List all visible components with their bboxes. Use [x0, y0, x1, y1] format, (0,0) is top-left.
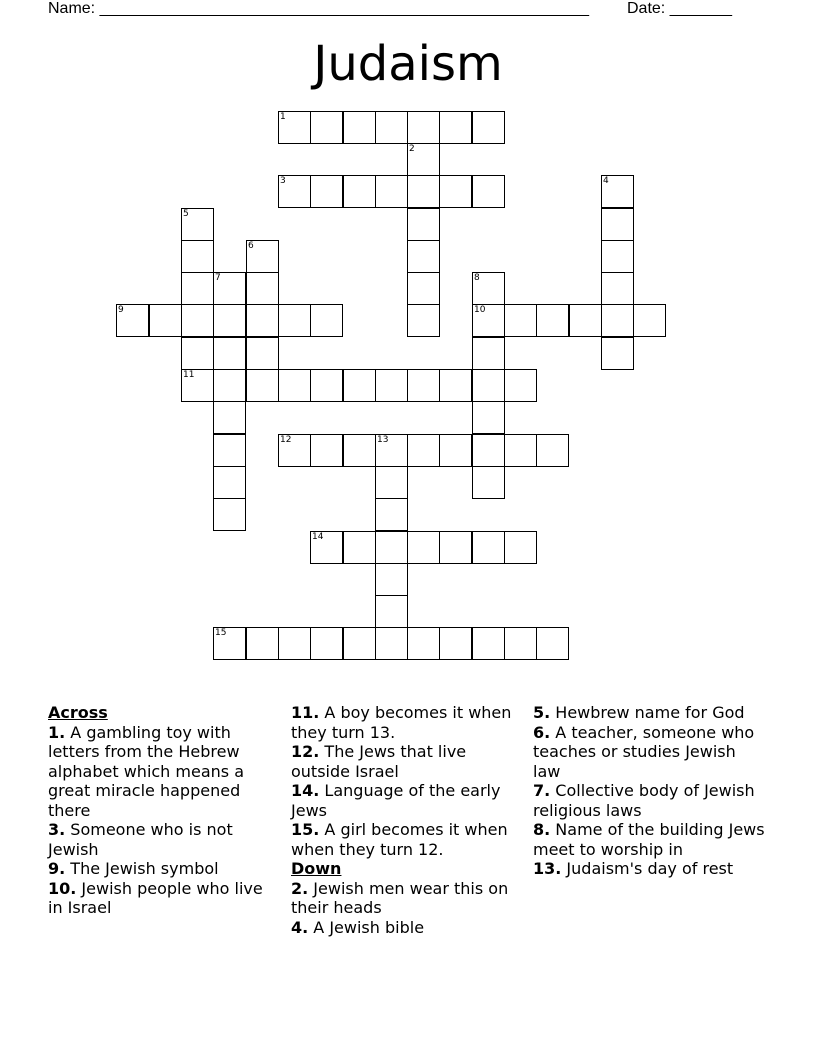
- grid-cell[interactable]: [439, 627, 472, 660]
- grid-cell[interactable]: [278, 304, 311, 337]
- grid-cell[interactable]: [181, 369, 214, 402]
- grid-cell[interactable]: [601, 208, 634, 241]
- grid-cell[interactable]: [213, 337, 246, 370]
- clue-number: 8: [474, 273, 480, 283]
- clue-number: 1: [280, 112, 286, 122]
- grid-cell[interactable]: [407, 240, 440, 273]
- grid-cell[interactable]: [246, 240, 279, 273]
- grid-cell[interactable]: [310, 175, 343, 208]
- grid-cell[interactable]: [472, 627, 505, 660]
- grid-cell[interactable]: [472, 111, 505, 144]
- clue-number: 13: [377, 435, 389, 445]
- clues-column-2: [291, 703, 521, 937]
- grid-cell[interactable]: [343, 531, 376, 564]
- grid-cell[interactable]: [472, 272, 505, 305]
- grid-cell[interactable]: [504, 531, 537, 564]
- clue-item: [291, 742, 521, 781]
- clue-item: [291, 703, 521, 742]
- grid-cell[interactable]: [278, 369, 311, 402]
- clue-number: 9: [118, 305, 124, 315]
- grid-cell[interactable]: [439, 369, 472, 402]
- grid-cell[interactable]: [504, 369, 537, 402]
- clue-item-text: Hewbrew name for God: [550, 703, 745, 722]
- grid-cell[interactable]: [278, 434, 311, 467]
- grid-cell[interactable]: [213, 434, 246, 467]
- clue-item-text: Language of the early Jews: [291, 781, 501, 820]
- clue-number: 6: [248, 241, 254, 251]
- clue-item: [48, 723, 273, 821]
- grid-cell[interactable]: [375, 531, 408, 564]
- clue-item-text: Someone who is not Jewish: [48, 820, 233, 859]
- grid-cell[interactable]: [375, 627, 408, 660]
- grid-cell[interactable]: [213, 401, 246, 434]
- grid-cell[interactable]: [343, 111, 376, 144]
- clue-item-number: 13.: [533, 859, 562, 878]
- grid-cell[interactable]: [601, 175, 634, 208]
- grid-cell[interactable]: [375, 369, 408, 402]
- grid-cell[interactable]: [213, 304, 246, 337]
- clue-item: [291, 781, 521, 820]
- clue-item-text: Collective body of Jewish religious laws: [533, 781, 755, 820]
- grid-cell[interactable]: [439, 531, 472, 564]
- clue-item-text: Jewish people who live in Israel: [48, 878, 263, 917]
- grid-cell[interactable]: [343, 369, 376, 402]
- grid-cell[interactable]: [310, 304, 343, 337]
- grid-cell[interactable]: [375, 563, 408, 596]
- clue-item: [533, 820, 768, 859]
- grid-cell[interactable]: [407, 531, 440, 564]
- across-heading: Across: [48, 703, 108, 722]
- grid-cell[interactable]: [407, 143, 440, 176]
- grid-cell[interactable]: [246, 337, 279, 370]
- clue-number: 12: [280, 435, 292, 445]
- grid-cell[interactable]: [310, 369, 343, 402]
- clue-item: [533, 781, 768, 820]
- clue-item-number: 3.: [48, 820, 66, 839]
- grid-cell[interactable]: [310, 434, 343, 467]
- grid-cell[interactable]: [569, 304, 602, 337]
- grid-cell[interactable]: [601, 240, 634, 273]
- clue-item: [291, 820, 521, 859]
- grid-cell[interactable]: [472, 337, 505, 370]
- grid-cell[interactable]: [181, 208, 214, 241]
- clue-item-number: 1.: [48, 722, 66, 742]
- down-heading: Down: [291, 859, 342, 878]
- grid-cell[interactable]: [504, 434, 537, 467]
- grid-cell[interactable]: [343, 175, 376, 208]
- grid-cell[interactable]: [375, 175, 408, 208]
- grid-cell[interactable]: [407, 434, 440, 467]
- name-field-label[interactable]: Name: _______________________________________________________: [48, 0, 589, 17]
- grid-cell[interactable]: [601, 272, 634, 305]
- clue-item: [48, 879, 273, 918]
- clue-number: 11: [183, 370, 195, 380]
- clue-item-text: Jewish men wear this on their heads: [291, 878, 509, 917]
- across-clue-list-continued: [291, 703, 521, 859]
- grid-cell[interactable]: [213, 369, 246, 402]
- grid-cell[interactable]: [536, 627, 569, 660]
- clue-item-number: 10.: [48, 878, 77, 898]
- grid-cell[interactable]: [149, 304, 182, 337]
- grid-cell[interactable]: [246, 369, 279, 402]
- grid-cell[interactable]: [310, 627, 343, 660]
- clue-item-text: The Jews that live outside Israel: [291, 742, 467, 781]
- clue-number: 5: [183, 209, 189, 219]
- grid-cell[interactable]: [310, 531, 343, 564]
- grid-cell[interactable]: [213, 272, 246, 305]
- grid-cell[interactable]: [601, 337, 634, 370]
- grid-cell[interactable]: [633, 304, 666, 337]
- grid-cell[interactable]: [116, 304, 149, 337]
- grid-cell[interactable]: [472, 304, 505, 337]
- clue-item: [533, 703, 768, 723]
- clue-item-number: 2.: [291, 878, 309, 898]
- grid-cell[interactable]: [181, 337, 214, 370]
- clue-item-text: Name of the building Jews meet to worship in: [533, 820, 765, 859]
- grid-cell[interactable]: [472, 434, 505, 467]
- clue-item-text: A Jewish bible: [308, 917, 425, 937]
- clue-item-number: 11.: [291, 703, 320, 722]
- grid-cell[interactable]: [181, 272, 214, 305]
- grid-cell[interactable]: [343, 434, 376, 467]
- grid-cell[interactable]: [536, 434, 569, 467]
- clue-item-number: 14.: [291, 781, 320, 800]
- clue-item-text: The Jewish symbol: [65, 859, 219, 878]
- grid-cell[interactable]: [439, 175, 472, 208]
- clue-item: [533, 859, 768, 879]
- across-clue-list: [48, 723, 273, 918]
- clue-item-text: A girl becomes it when when they turn 12.: [291, 820, 508, 859]
- grid-cell[interactable]: [375, 466, 408, 499]
- clue-item-number: 9.: [48, 859, 66, 878]
- page-title: Judaism: [313, 36, 503, 92]
- grid-cell[interactable]: [213, 498, 246, 531]
- grid-cell[interactable]: [601, 304, 634, 337]
- down-clue-list-continued: [533, 703, 768, 879]
- grid-cell[interactable]: [246, 627, 279, 660]
- grid-cell[interactable]: [407, 369, 440, 402]
- grid-cell[interactable]: [181, 240, 214, 273]
- clue-item-text: Judaism's day of rest: [561, 859, 734, 878]
- grid-cell[interactable]: [375, 434, 408, 467]
- grid-cell[interactable]: [407, 111, 440, 144]
- grid-cell[interactable]: [407, 208, 440, 241]
- grid-cell[interactable]: [246, 272, 279, 305]
- clue-item-number: 15.: [291, 820, 320, 839]
- date-field-label[interactable]: Date: _______: [627, 0, 732, 17]
- grid-cell[interactable]: [407, 272, 440, 305]
- clue-number: 7: [215, 273, 221, 283]
- grid-cell[interactable]: [407, 627, 440, 660]
- grid-cell[interactable]: [472, 175, 505, 208]
- grid-cell[interactable]: [343, 627, 376, 660]
- grid-cell[interactable]: [278, 627, 311, 660]
- down-clue-list: [291, 879, 521, 938]
- clue-number: 15: [215, 628, 227, 638]
- grid-cell[interactable]: [181, 304, 214, 337]
- grid-cell[interactable]: [407, 304, 440, 337]
- clue-item: [48, 859, 273, 879]
- clue-item-text: A gambling toy with letters from the Hebrew alphabet which means a great miracle happened there: [48, 722, 245, 820]
- grid-cell[interactable]: [407, 175, 440, 208]
- grid-cell[interactable]: [472, 531, 505, 564]
- clue-item-text: A boy becomes it when they turn 13.: [291, 703, 512, 742]
- grid-cell[interactable]: [213, 627, 246, 660]
- clues-column-1: [48, 703, 273, 918]
- grid-cell[interactable]: [504, 304, 537, 337]
- clue-item-number: 7.: [533, 781, 551, 800]
- clue-item: [48, 820, 273, 859]
- clue-number: 3: [280, 176, 286, 186]
- grid-cell[interactable]: [278, 175, 311, 208]
- grid-cell[interactable]: [439, 111, 472, 144]
- grid-cell[interactable]: [472, 401, 505, 434]
- clue-item-number: 6.: [533, 722, 551, 742]
- grid-cell[interactable]: [278, 111, 311, 144]
- grid-cell[interactable]: [375, 595, 408, 628]
- clue-item-text: A teacher, someone who teaches or studies Jewish law: [533, 722, 755, 781]
- grid-cell[interactable]: [439, 434, 472, 467]
- clue-number: 14: [312, 532, 324, 542]
- grid-cell[interactable]: [472, 466, 505, 499]
- grid-cell[interactable]: [472, 369, 505, 402]
- grid-cell[interactable]: [246, 304, 279, 337]
- grid-cell[interactable]: [213, 466, 246, 499]
- clue-number: 10: [474, 305, 486, 315]
- clue-item: [291, 918, 521, 938]
- clue-item-number: 5.: [533, 703, 551, 722]
- clues-column-3: [533, 703, 768, 879]
- clue-number: 2: [409, 144, 415, 154]
- grid-cell[interactable]: [375, 111, 408, 144]
- clue-item-number: 8.: [533, 820, 551, 839]
- grid-cell[interactable]: [375, 498, 408, 531]
- grid-cell[interactable]: [310, 111, 343, 144]
- clue-number: 4: [603, 176, 609, 186]
- grid-cell[interactable]: [504, 627, 537, 660]
- clue-item-number: 12.: [291, 742, 320, 761]
- clue-item: [291, 879, 521, 918]
- clue-item-number: 4.: [291, 917, 309, 937]
- clue-item: [533, 723, 768, 782]
- grid-cell[interactable]: [536, 304, 569, 337]
